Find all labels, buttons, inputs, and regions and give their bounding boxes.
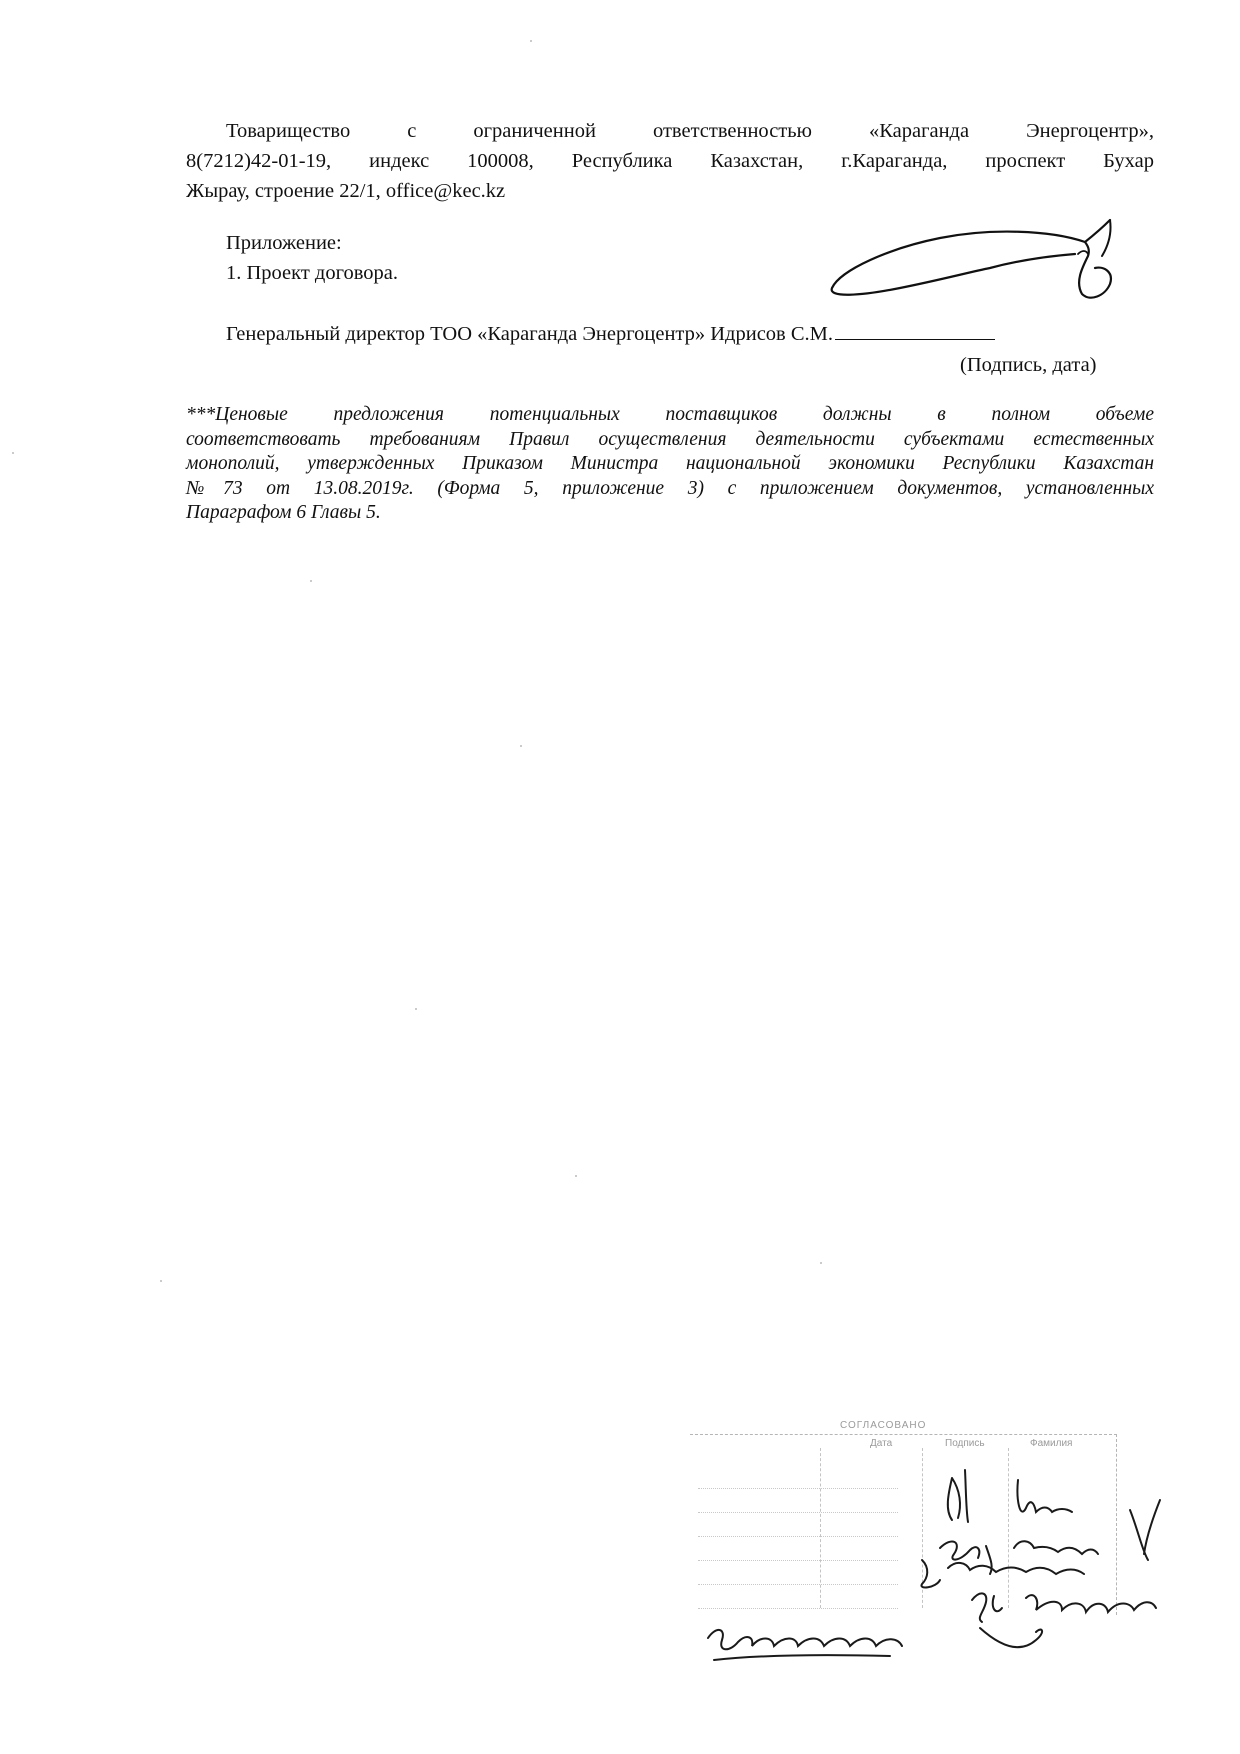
attachment-section [226,228,826,288]
footnote-line-4: №73 от 13.08.2019г. (Форма 5, приложение 3) с приложением документов, установленных [186,477,1154,499]
company-line-2: 8(7212)42-01-19, индекс 100008, Республика Казахстан, г.Караганда, проспект Бухар [186,150,1154,172]
footnote-line-2: соответствовать требованиям Правил осуществления деятельности субъектами естественных [186,428,1154,450]
company-line-3: Жырау, строение 22/1, office@kec.kz [186,180,506,202]
scan-speck [520,745,522,747]
footnote-line-1: ***Ценовые предложения потенциальных поставщиков должны в полном объеме [186,404,1154,425]
footnote-line-5: Параграфом 6 Главы 5. [186,502,381,523]
scan-speck [820,1262,822,1264]
scan-speck [530,40,532,42]
stamp-col-surname: Фамилия [1030,1438,1073,1449]
stamp-col-signature: Подпись [945,1438,985,1449]
company-line-1: Товарищество с ограниченной ответственностью «Караганда Энергоцентр», [226,120,1154,142]
scan-speck [160,1280,162,1282]
signature-underline [835,318,995,340]
footnote-line-3: монополий, утвержденных Приказом Министра национальной экономики Республики Казахстан [186,453,1154,474]
stamp-title: СОГЛАСОВАНО [840,1420,927,1431]
director-signature-line [226,318,1126,349]
footnote [186,403,1154,526]
stamp-col-date: Дата [870,1438,893,1449]
handwritten-signature-icon [820,210,1140,320]
scan-speck [310,580,312,582]
attachment-item: 1. Проект договора. [226,262,399,284]
company-details [186,116,1154,206]
handwritten-signatures-icon [690,1450,1210,1700]
signature-caption: (Подпись, дата) [960,354,1097,376]
director-name: Генеральный директор ТОО «Караганда Энергоцентр» Идрисов С.М. [226,323,834,345]
scan-speck [415,1008,417,1010]
scan-speck [575,1175,577,1177]
attachment-heading: Приложение: [226,232,342,254]
scan-speck [12,452,14,454]
